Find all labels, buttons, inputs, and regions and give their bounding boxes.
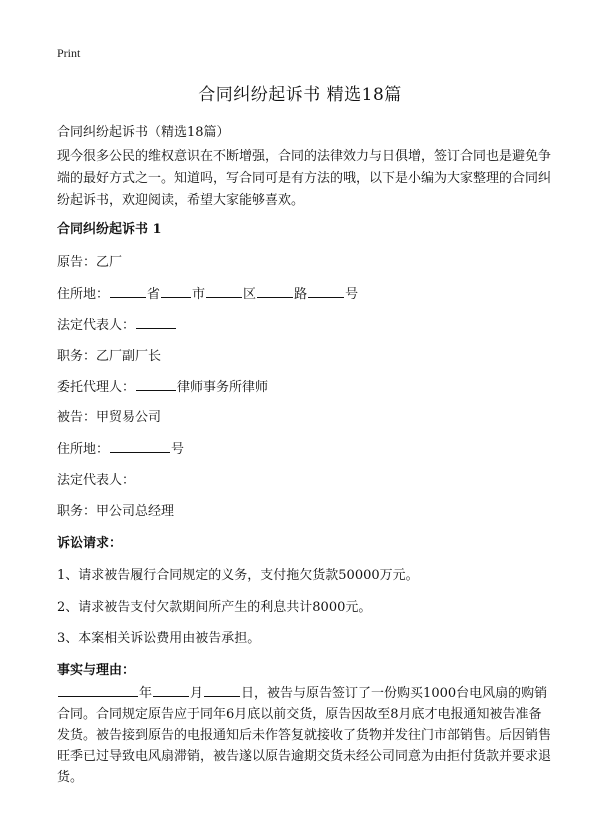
blank-field <box>136 378 176 391</box>
blank-field <box>153 684 189 697</box>
agent-suffix: 律师事务所律师 <box>177 380 269 395</box>
facts-heading: 事实与理由： <box>57 663 136 678</box>
legal-rep-label: 法定代表人： <box>57 318 136 333</box>
document-title: 合同纠纷起诉书 精选18篇 <box>198 85 402 105</box>
month-label: 月 <box>190 686 204 701</box>
facts-paragraph <box>57 683 553 788</box>
number-label: 号 <box>171 442 185 457</box>
district-label: 区 <box>243 287 257 302</box>
province-label: 省 <box>147 287 161 302</box>
blank-field <box>308 285 344 298</box>
blank-field <box>161 285 191 298</box>
blank-field <box>257 285 293 298</box>
document-subtitle: 合同纠纷起诉书（精选18篇） <box>57 125 230 140</box>
blank-field <box>110 440 170 453</box>
claim-item: 2、请求被告支付欠款期间所产生的利息共计8000元。 <box>57 600 372 615</box>
defendant-legal-rep-line: 法定代表人： <box>57 473 136 488</box>
facts-text: ，被告与原告签订了一份购买1000台电风扇的购销合同。合同规定原告应于同年6月底以前交货，原告因故至8月底才电报通知被告准备发货。被告接到原告的电报通知后未作答复就接收了货物并发往门市部销售。后因销售旺季已过导致电风扇滞销，被告遂以原告逾期交货未经公司同意为由拒付货款并要求退货。 <box>57 686 552 785</box>
agent-line <box>57 376 268 395</box>
blank-field <box>136 316 176 329</box>
section-heading-1: 合同纠纷起诉书 1 <box>57 222 162 237</box>
day-label: 日 <box>241 686 255 701</box>
claim-item: 1、请求被告履行合同规定的义务，支付拖欠货款50000万元。 <box>57 568 419 583</box>
year-label: 年 <box>139 686 153 701</box>
blank-field <box>110 285 146 298</box>
defendant-line: 被告：甲贸易公司 <box>57 410 162 425</box>
plaintiff-address-line <box>57 283 358 302</box>
address-label: 住所地： <box>57 442 110 457</box>
road-label: 路 <box>294 287 308 302</box>
address-label: 住所地： <box>57 287 110 302</box>
blank-field <box>206 285 242 298</box>
agent-label: 委托代理人： <box>57 380 136 395</box>
plaintiff-line: 原告：乙厂 <box>57 255 123 270</box>
defendant-position-line: 职务：甲公司总经理 <box>57 504 175 519</box>
intro-paragraph: 现今很多公民的维权意识在不断增强，合同的法律效力与日俱增，签订合同也是避免争端的最好方式之一。知道吗，写合同可是有方法的哦，以下是小编为大家整理的合同纠纷起诉书，欢迎阅读，希望大家能够喜欢。 <box>57 149 552 208</box>
plaintiff-position-line: 职务：乙厂副厂长 <box>57 349 162 364</box>
city-label: 市 <box>192 287 206 302</box>
blank-field <box>204 684 240 697</box>
number-label: 号 <box>345 287 359 302</box>
print-link[interactable]: Print <box>57 46 81 60</box>
claims-heading: 诉讼请求： <box>57 536 123 551</box>
plaintiff-legal-rep-line <box>57 314 177 333</box>
claim-item: 3、本案相关诉讼费用由被告承担。 <box>57 631 261 646</box>
defendant-address-line <box>57 438 184 457</box>
blank-field <box>58 684 138 697</box>
